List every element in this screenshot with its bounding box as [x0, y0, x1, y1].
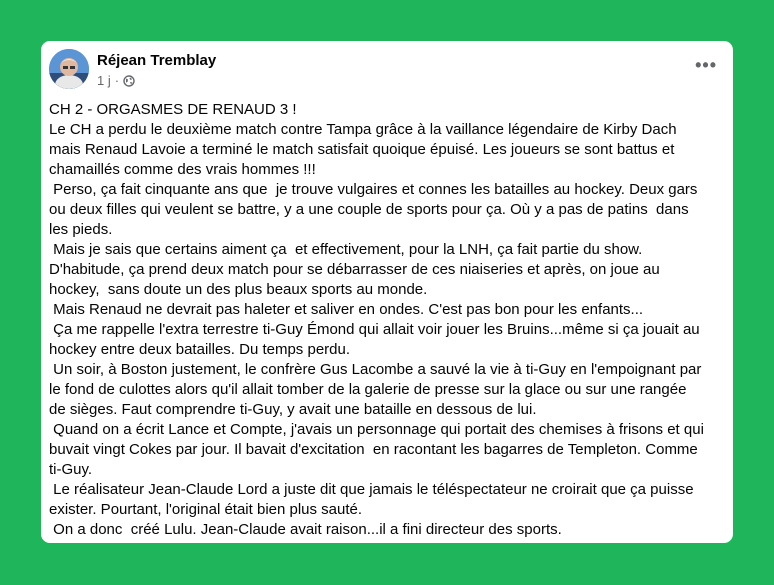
post-text-line: hockey, sans doute un des plus beaux sports au monde. [49, 281, 428, 298]
post-card [41, 41, 733, 543]
more-options-icon[interactable]: ••• [695, 55, 717, 75]
post-text-line: Mais Renaud ne devrait pas haleter et saliver en ondes. C'est pas bon pour les enfants... [49, 301, 644, 318]
post-text-line: hockey entre deux batailles. Du temps perdu. [49, 341, 351, 358]
globe-icon [123, 75, 135, 87]
post-text-line: Un soir, à Boston justement, le confrère Gus Lacombe a sauvé la vie à ti-Guy en l'empoignant par [49, 361, 702, 378]
post-text-line: Le CH a perdu le deuxième match contre Tampa grâce à la vaillance légendaire de Kirby Dach [49, 121, 677, 138]
post-text-line: Mais je sais que certains aiment ça et effectivement, pour la LNH, ça fait partie du show. [49, 241, 643, 258]
post-text-line: buvait vingt Cokes par jour. Il bavait d'excitation en racontant les bagarres de Templeton. Comme [49, 441, 698, 458]
post-text-line: CH 2 - ORGASMES DE RENAUD 3 ! [49, 101, 297, 118]
post-text-line: ou deux filles qui veulent se battre, y a une couple de sports pour ça. Où y a pas de patins dans [49, 201, 689, 218]
post-text-line: ti-Guy. [49, 461, 93, 478]
post-text-line: le fond de culottes alors qu'il allait tomber de la galerie de presse sur la glace ou sur une rangée [49, 381, 687, 398]
post-text-line: Perso, ça fait cinquante ans que je trouve vulgaires et connes les batailles au hockey. Deux gars [49, 181, 698, 198]
author-name[interactable]: Réjean Tremblay [97, 52, 217, 69]
post-text-line: exister. Pourtant, l'original était bien plus sauté. [49, 501, 363, 518]
post-text-line: les pieds. [49, 221, 113, 238]
post-text-line: D'habitude, ça prend deux match pour se débarrasser de ces niaiseries et après, on joue au [49, 261, 660, 278]
post-text [49, 100, 725, 540]
post-text-line: mais Renaud Lavoie a terminé le match satisfait quoique épuisé. Les joueurs se sont battus et [49, 141, 675, 158]
post-meta [97, 73, 135, 88]
post-text-line: chamaillés comme des vrais hommes !!! [49, 161, 316, 178]
post-timestamp[interactable]: 1 j [97, 73, 111, 88]
post-text-line: de sièges. Faut comprendre ti-Guy, y avait une bataille en dessous de lui. [49, 401, 537, 418]
avatar[interactable] [49, 49, 89, 89]
post-text-line: Le réalisateur Jean-Claude Lord a juste dit que jamais le téléspectateur ne croirait que ça puisse [49, 481, 694, 498]
post-text-line: Quand on a écrit Lance et Compte, j'avais un personnage qui portait des chemises à frisons et qui [49, 421, 704, 438]
meta-separator: · [114, 73, 120, 88]
post-text-line: On a donc créé Lulu. Jean-Claude avait raison...il a fini directeur des sports. [49, 521, 562, 538]
post-text-line: Ça me rappelle l'extra terrestre ti-Guy Émond qui allait voir jouer les Bruins...même si ça jouait au [49, 321, 700, 338]
